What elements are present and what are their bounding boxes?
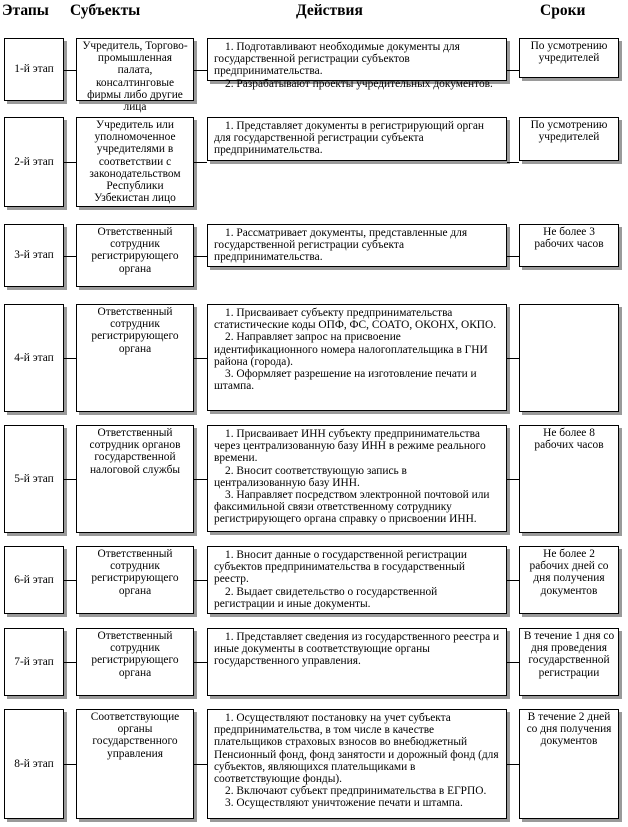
actions-box — [207, 224, 507, 267]
term-box: В течение 1 дня со дня проведения государственной регистрации — [519, 628, 619, 696]
action-item: 1. Рассматривает документы, представленные для государственной регистрации субъекта предпринимательства. — [214, 227, 468, 264]
term-box: В течение 2 дней со дня получения документов — [519, 709, 619, 819]
connector-line — [194, 162, 207, 163]
action-item: 3. Оформляет разрешение на изготовление печати и штампа. — [214, 368, 477, 393]
action-item: 3. Осуществляют уничтожение печати и штампа. — [225, 797, 463, 810]
stage-box: 4-й этап — [4, 304, 64, 412]
subject-box: Ответственный сотрудник регистрирующего органа — [76, 628, 194, 696]
action-item: 1. Подготавливают необходимые документы для государственной регистрации субъектов предпринимательства. — [214, 41, 460, 78]
action-item: 1. Вносит данные о государственной регистрации субъектов предпринимательства в государственный реестр. — [214, 549, 467, 586]
connector-line — [64, 479, 76, 480]
actions-box — [207, 628, 507, 696]
connector-line — [194, 358, 207, 359]
subject-box: Учредитель или уполномоченное учредителями в соответствии с законодательством Республики Узбекистан лицо — [76, 117, 194, 207]
stage-box: 1-й этап — [4, 38, 64, 101]
connector-line — [507, 662, 519, 663]
action-item: 2. Выдает свидетельство о государственной регистрации и иные документы. — [214, 585, 438, 610]
stage-box: 6-й этап — [4, 546, 64, 614]
connector-line — [194, 479, 207, 480]
connector-line — [64, 256, 76, 257]
stage-box: 2-й этап — [4, 117, 64, 207]
action-item: 1. Представляет сведения из государственного реестра и иные документы в соответствующие органы государственного управления. — [214, 631, 500, 668]
connector-line — [194, 256, 207, 257]
header-stages: Этапы — [2, 2, 49, 19]
action-item: 2. Включают субъект предпринимательства в ЕГРПО. — [225, 785, 487, 798]
action-item: 1. Присваивает субъекту предпринимательства статистические коды ОПФ, ФС, СОАТО, ОКОНХ, ОКПО. — [214, 307, 497, 332]
stage-box: 8-й этап — [4, 709, 64, 819]
actions-box — [207, 425, 507, 532]
connector-line — [64, 580, 76, 581]
action-item: 2. Разрабатывают проекты учредительных документов. — [225, 77, 493, 90]
connector-line — [64, 662, 76, 663]
stage-box: 5-й этап — [4, 425, 64, 533]
header-terms: Сроки — [540, 2, 586, 19]
actions-box — [207, 38, 507, 90]
subject-box: Ответственный сотрудник регистрирующего органа — [76, 546, 194, 614]
header-actions: Действия — [296, 2, 363, 19]
term-box: По усмотрению учредителей — [519, 117, 619, 161]
header-subjects: Субъекты — [70, 2, 141, 19]
connector-line — [507, 70, 519, 71]
connector-line — [64, 70, 76, 71]
term-box: По усмотрению учредителей — [519, 38, 619, 78]
subject-box: Ответственный сотрудник регистрирующего органа — [76, 224, 194, 287]
connector-line — [194, 662, 207, 663]
action-item: 2. Направляет запрос на присвоение идентификационного номера налогоплательщика в ГНИ района (города). — [214, 331, 488, 368]
action-item: 1. Присваивает ИНН субъекту предпринимательства через централизованную базу ИНН в режиме реального времени. — [214, 428, 486, 465]
connector-line — [507, 256, 519, 257]
term-box — [519, 304, 619, 412]
subject-box: Ответственный сотрудник регистрирующего органа — [76, 304, 194, 412]
actions-box — [207, 546, 507, 614]
subject-box: Ответственный сотрудник органов государственной налоговой службы — [76, 425, 194, 533]
connector-line — [507, 358, 519, 359]
action-item: 3. Направляет посредством электронной почтовой или факсимильной связи ответственному сотруднику регистрирующего органа справку о присвоении ИНН. — [214, 489, 490, 526]
connector-line — [507, 580, 519, 581]
term-box: Не более 8 рабочих часов — [519, 425, 619, 533]
actions-box — [207, 117, 507, 161]
action-item: 1. Представляет документы в регистрирующий орган для государственной регистрации субъекта предпринимательства. — [214, 120, 485, 157]
action-item: 2. Вносит соответствующую запись в централизованную базу ИНН. — [214, 464, 407, 489]
connector-line — [507, 764, 519, 765]
stage-box: 3-й этап — [4, 224, 64, 287]
connector-line — [64, 764, 76, 765]
actions-box — [207, 304, 507, 411]
connector-line — [194, 70, 207, 71]
action-item: 1. Осуществляют постановку на учет субъекта предпринимательства, в том числе в качестве плательщиков страховых взносов во внебюджетный Пенсионный фонд, фонд занятости и дорожный фонд (для субъектов, являющихся плательщиками в соответствующие фонды). — [214, 712, 499, 786]
connector-line — [507, 479, 519, 480]
connector-line — [64, 162, 76, 163]
subject-box: Учредитель, Торгово-промышленная палата, консалтинговые фирмы либо другие лица — [76, 38, 194, 101]
connector-line — [194, 580, 207, 581]
term-box: Не более 2 рабочих дней со дня получения документов — [519, 546, 619, 614]
connector-line — [507, 162, 519, 163]
actions-box — [207, 709, 507, 819]
stage-box: 7-й этап — [4, 628, 64, 696]
connector-line — [64, 358, 76, 359]
subject-box: Соответствующие органы государственного управления — [76, 709, 194, 819]
term-box: Не более 3 рабочих часов — [519, 224, 619, 267]
connector-line — [194, 764, 207, 765]
